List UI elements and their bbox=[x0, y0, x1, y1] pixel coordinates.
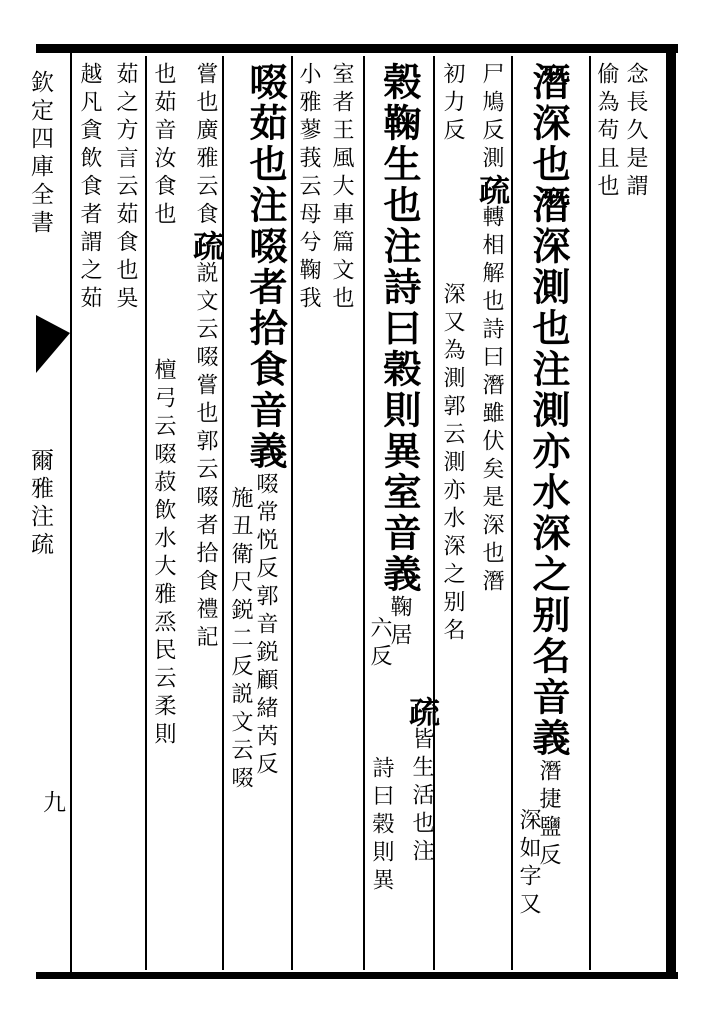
commentary-text: 施丑衛尺鋭二反説文云啜 bbox=[228, 486, 253, 794]
commentary-text: 鞠居 bbox=[387, 595, 412, 651]
column-rule bbox=[363, 56, 365, 970]
top-border bbox=[36, 44, 678, 53]
text-column bbox=[370, 756, 392, 896]
commentary-text: 詩曰榖則異 bbox=[369, 756, 394, 896]
shu-marker: 疏 bbox=[403, 696, 439, 727]
bottom-border bbox=[36, 972, 678, 979]
commentary-text: 偷為苟且也 bbox=[594, 62, 619, 202]
commentary-text: 轉相解也詩曰潛雖伏矣是深也潛 bbox=[479, 205, 504, 597]
main-text: 啜茹也注啜者拾食音義 bbox=[243, 62, 288, 472]
commentary-text: 皆生活也注 bbox=[409, 727, 434, 867]
book-title: 欽定四庫全書 bbox=[27, 70, 53, 238]
commentary-text: 深如字又 bbox=[516, 808, 541, 920]
text-column bbox=[595, 62, 617, 202]
text-column bbox=[368, 616, 390, 672]
text-column bbox=[624, 62, 646, 202]
commentary-text: 越凡貪飲食者謂之茹 bbox=[77, 62, 102, 314]
text-column bbox=[517, 808, 539, 920]
chapter-title: 爾雅注疏 bbox=[27, 448, 53, 560]
commentary-text: 茹之方言云茹食也吳 bbox=[113, 62, 138, 314]
fishtail-mark bbox=[36, 315, 70, 373]
page-number: 九 bbox=[39, 790, 65, 818]
commentary-text: 六反 bbox=[367, 616, 392, 672]
commentary-text: 尸鳩反測 bbox=[479, 62, 504, 174]
commentary-text: 念長久是謂 bbox=[623, 62, 648, 202]
text-column bbox=[297, 62, 319, 314]
main-text: 榖鞠生也注詩曰榖則異室音義 bbox=[377, 62, 422, 595]
text-column bbox=[330, 62, 352, 314]
commentary-text: 深又為測郭云測亦水深之别名 bbox=[440, 282, 465, 646]
commentary-text: 初力反 bbox=[440, 62, 465, 146]
text-column bbox=[152, 62, 174, 230]
text-column bbox=[78, 62, 100, 314]
text-column bbox=[114, 62, 136, 314]
text-column bbox=[473, 62, 509, 597]
shu-marker: 疏 bbox=[473, 174, 509, 205]
margin-divider bbox=[70, 44, 72, 979]
column-rule bbox=[589, 56, 591, 970]
commentary-text: 潛捷鹽反 bbox=[536, 759, 561, 871]
text-column bbox=[229, 486, 251, 794]
commentary-text: 小雅蓼莪云母兮鞠我 bbox=[296, 62, 321, 314]
text-column bbox=[526, 62, 571, 871]
text-column bbox=[403, 696, 439, 867]
commentary-text: 啜常悦反郭音鋭顧緒芮反 bbox=[253, 472, 278, 780]
column-rule bbox=[145, 56, 147, 970]
column-rule bbox=[511, 56, 513, 970]
column-rule bbox=[222, 56, 224, 970]
text-column bbox=[441, 282, 463, 646]
commentary-text: 也茹音汝食也 bbox=[151, 62, 176, 230]
column-rule bbox=[291, 56, 293, 970]
commentary-text: 説文云啜嘗也郭云啜者拾食禮記 bbox=[193, 261, 218, 653]
commentary-text: 室者王風大車篇文也 bbox=[329, 62, 354, 314]
commentary-text: 檀弓云啜菽飲水大雅烝民云柔則 bbox=[151, 358, 176, 750]
commentary-text: 嘗也廣雅云食 bbox=[193, 62, 218, 230]
shu-marker: 疏 bbox=[187, 230, 223, 261]
text-column bbox=[152, 358, 174, 750]
text-column bbox=[441, 62, 463, 146]
main-text: 潛深也潛深測也注測亦水深之别名音義 bbox=[526, 62, 571, 759]
right-border bbox=[666, 44, 676, 979]
text-column bbox=[187, 62, 223, 653]
text-column bbox=[377, 62, 422, 651]
